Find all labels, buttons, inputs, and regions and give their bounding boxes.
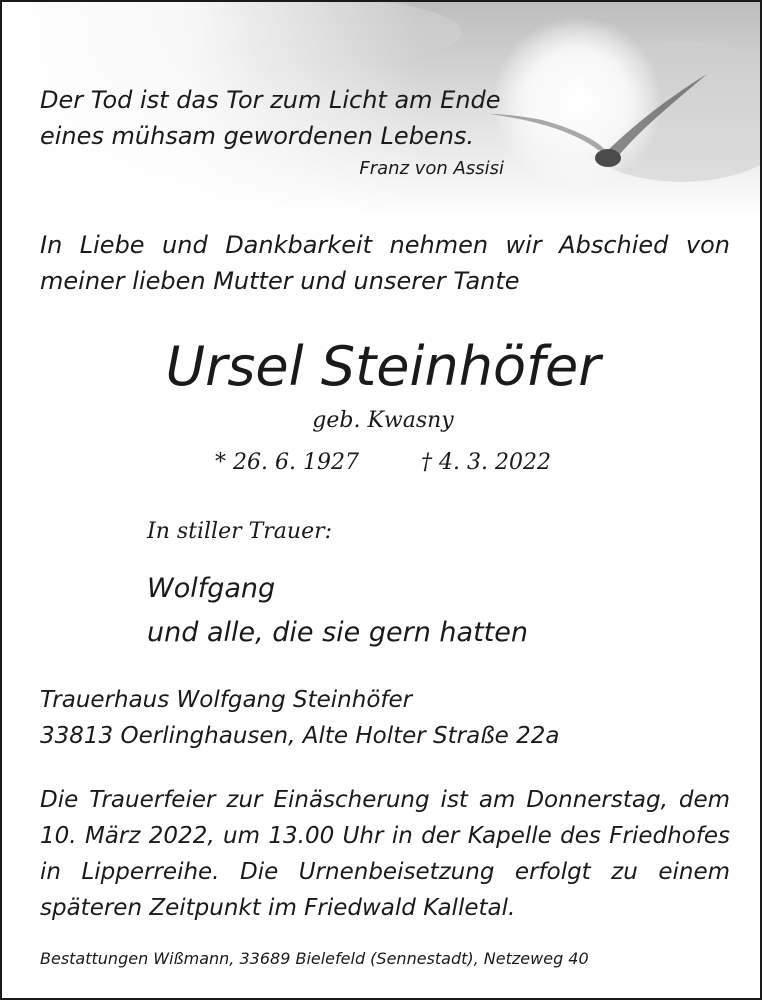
maiden-name: geb. Kwasny bbox=[312, 408, 454, 433]
life-dates bbox=[2, 450, 762, 475]
quote bbox=[40, 82, 501, 154]
quote-author: Franz von Assisi bbox=[359, 158, 504, 179]
intro-text: In Liebe und Dankbarkeit nehmen wir Abschied von meiner lieben Mutter und unserer Tante bbox=[40, 231, 730, 295]
mourning-label: In stiller Trauer: bbox=[147, 519, 333, 544]
house-address: 33813 Oerlinghausen, Alte Holter Straße 22a bbox=[40, 723, 560, 749]
quote-line: eines mühsam gewordenen Lebens. bbox=[40, 122, 475, 150]
death-date: † 4. 3. 2022 bbox=[421, 450, 551, 475]
birth-date: * 26. 6. 1927 bbox=[215, 450, 359, 475]
house-name: Trauerhaus Wolfgang Steinhöfer bbox=[40, 687, 413, 713]
mourners bbox=[147, 567, 528, 655]
deceased-name: Ursel Steinhöfer bbox=[165, 335, 601, 398]
mourning-house bbox=[40, 682, 560, 754]
ceremony-text: Die Trauerfeier zur Einäscherung ist am Donnerstag, dem 10. März 2022, um 13.00 Uhr in der Kapelle des Friedhofes in Lipperreihe. Die Urnenbeisetzung erfolgt zu einem späteren Zeitpunkt im Friedwald Kalletal. bbox=[40, 787, 730, 921]
quote-line: Der Tod ist das Tor zum Licht am Ende bbox=[40, 86, 501, 114]
mourner-name: Wolfgang bbox=[147, 573, 276, 604]
mourner-name: und alle, die sie gern hatten bbox=[147, 617, 528, 648]
undertaker-info: Bestattungen Wißmann, 33689 Bielefeld (Sennestadt), Netzeweg 40 bbox=[40, 949, 589, 968]
